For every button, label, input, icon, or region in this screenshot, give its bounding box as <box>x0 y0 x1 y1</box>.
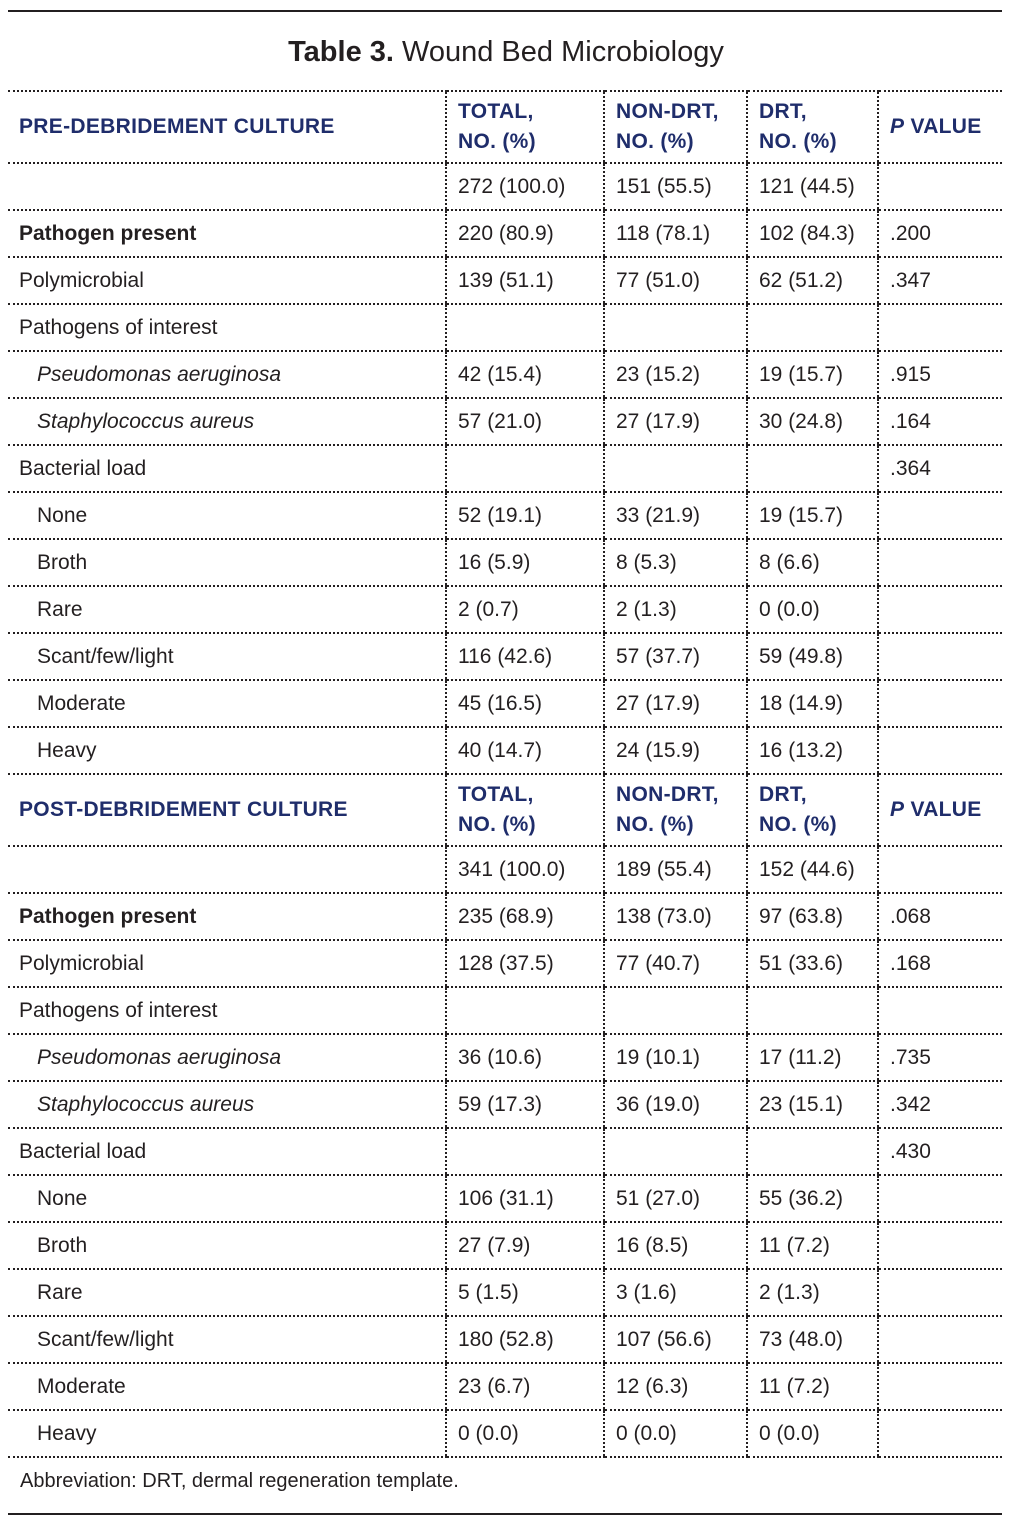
cell-p-value <box>878 987 1002 1034</box>
cell-non-drt: 189 (55.4) <box>604 846 747 893</box>
cell-total: 40 (14.7) <box>446 727 604 774</box>
table-row <box>8 680 1002 727</box>
cell-total: 2 (0.7) <box>446 586 604 633</box>
cell-total: 27 (7.9) <box>446 1222 604 1269</box>
cell-non-drt: 57 (37.7) <box>604 633 747 680</box>
cell-drt: 17 (11.2) <box>747 1034 878 1081</box>
cell-non-drt: 16 (8.5) <box>604 1222 747 1269</box>
table-row <box>8 1034 1002 1081</box>
row-label: Heavy <box>8 1410 446 1457</box>
row-label: Scant/few/light <box>8 1316 446 1363</box>
cell-non-drt: 27 (17.9) <box>604 680 747 727</box>
cell-p-value: .364 <box>878 445 1002 492</box>
row-label: Heavy <box>8 727 446 774</box>
section-title: POST-DEBRIDEMENT CULTURE <box>8 774 446 846</box>
bottom-rule <box>8 1513 1002 1515</box>
row-label: Moderate <box>8 680 446 727</box>
cell-p-value: .168 <box>878 940 1002 987</box>
cell-p-value <box>878 1175 1002 1222</box>
row-label: Polymicrobial <box>8 940 446 987</box>
table-row <box>8 940 1002 987</box>
cell-drt: 73 (48.0) <box>747 1316 878 1363</box>
table-caption: Wound Bed Microbiology <box>402 36 724 68</box>
table-row <box>8 633 1002 680</box>
table-row <box>8 1363 1002 1410</box>
cell-drt <box>747 445 878 492</box>
top-rule <box>8 10 1002 12</box>
cell-non-drt: 36 (19.0) <box>604 1081 747 1128</box>
p-value-word: VALUE <box>910 115 982 138</box>
cell-non-drt: 24 (15.9) <box>604 727 747 774</box>
row-label: Staphylococcus aureus <box>8 398 446 445</box>
table-row <box>8 1175 1002 1222</box>
column-header-non-drt <box>604 91 747 163</box>
table-row <box>8 539 1002 586</box>
cell-total: 23 (6.7) <box>446 1363 604 1410</box>
cell-drt: 18 (14.9) <box>747 680 878 727</box>
row-label: Rare <box>8 586 446 633</box>
cell-total: 0 (0.0) <box>446 1410 604 1457</box>
cell-drt: 2 (1.3) <box>747 1269 878 1316</box>
cell-drt <box>747 304 878 351</box>
cell-p-value <box>878 492 1002 539</box>
cell-non-drt <box>604 1128 747 1175</box>
cell-total: 42 (15.4) <box>446 351 604 398</box>
cell-total: 59 (17.3) <box>446 1081 604 1128</box>
row-label: Bacterial load <box>8 1128 446 1175</box>
cell-total <box>446 445 604 492</box>
cell-p-value <box>878 680 1002 727</box>
cell-total: 57 (21.0) <box>446 398 604 445</box>
row-label: Pseudomonas aeruginosa <box>8 1034 446 1081</box>
row-label <box>8 846 446 893</box>
row-label: None <box>8 492 446 539</box>
section-header-row <box>8 774 1002 846</box>
cell-non-drt: 33 (21.9) <box>604 492 747 539</box>
cell-drt: 11 (7.2) <box>747 1363 878 1410</box>
p-value-word: VALUE <box>910 798 982 821</box>
row-label: Pathogen present <box>8 210 446 257</box>
cell-total: 341 (100.0) <box>446 846 604 893</box>
cell-drt: 121 (44.5) <box>747 163 878 210</box>
cell-p-value: .200 <box>878 210 1002 257</box>
cell-total: 128 (37.5) <box>446 940 604 987</box>
cell-drt: 0 (0.0) <box>747 586 878 633</box>
table-row <box>8 1222 1002 1269</box>
row-label: Moderate <box>8 1363 446 1410</box>
cell-non-drt: 8 (5.3) <box>604 539 747 586</box>
cell-drt: 51 (33.6) <box>747 940 878 987</box>
column-header-drt <box>747 91 878 163</box>
table-row <box>8 727 1002 774</box>
column-header-p-value <box>878 774 1002 846</box>
cell-drt: 19 (15.7) <box>747 351 878 398</box>
cell-p-value: .735 <box>878 1034 1002 1081</box>
cell-p-value <box>878 586 1002 633</box>
column-header-total-text: TOTAL, NO. (%) <box>458 783 536 836</box>
cell-non-drt: 51 (27.0) <box>604 1175 747 1222</box>
column-header-total <box>446 91 604 163</box>
cell-total <box>446 1128 604 1175</box>
column-header-non-drt-text: NON-DRT, NO. (%) <box>616 100 719 153</box>
row-label: Staphylococcus aureus <box>8 1081 446 1128</box>
table-row <box>8 586 1002 633</box>
column-header-drt-text: DRT, NO. (%) <box>759 100 837 153</box>
row-label: Broth <box>8 1222 446 1269</box>
column-header-total-text: TOTAL, NO. (%) <box>458 100 536 153</box>
cell-p-value <box>878 1410 1002 1457</box>
cell-p-value <box>878 846 1002 893</box>
cell-total <box>446 987 604 1034</box>
cell-p-value <box>878 1222 1002 1269</box>
cell-p-value: .347 <box>878 257 1002 304</box>
column-header-p-value <box>878 91 1002 163</box>
cell-total: 36 (10.6) <box>446 1034 604 1081</box>
cell-non-drt: 3 (1.6) <box>604 1269 747 1316</box>
cell-total: 52 (19.1) <box>446 492 604 539</box>
cell-p-value: .342 <box>878 1081 1002 1128</box>
column-header-drt-text: DRT, NO. (%) <box>759 783 837 836</box>
table-row <box>8 351 1002 398</box>
table-row <box>8 1081 1002 1128</box>
table-row <box>8 893 1002 940</box>
cell-drt <box>747 1128 878 1175</box>
cell-drt: 55 (36.2) <box>747 1175 878 1222</box>
table-row <box>8 304 1002 351</box>
table-row <box>8 210 1002 257</box>
table-row <box>8 492 1002 539</box>
row-label <box>8 163 446 210</box>
cell-p-value <box>878 727 1002 774</box>
cell-p-value <box>878 539 1002 586</box>
cell-drt: 97 (63.8) <box>747 893 878 940</box>
cell-p-value <box>878 304 1002 351</box>
cell-drt: 0 (0.0) <box>747 1410 878 1457</box>
cell-total: 139 (51.1) <box>446 257 604 304</box>
cell-total: 180 (52.8) <box>446 1316 604 1363</box>
cell-non-drt: 27 (17.9) <box>604 398 747 445</box>
cell-p-value <box>878 1269 1002 1316</box>
table-number: Table 3. <box>288 36 394 68</box>
cell-drt <box>747 987 878 1034</box>
cell-non-drt <box>604 445 747 492</box>
table-row <box>8 1269 1002 1316</box>
cell-total: 45 (16.5) <box>446 680 604 727</box>
table-title <box>0 32 1012 72</box>
cell-p-value: .164 <box>878 398 1002 445</box>
cell-non-drt: 151 (55.5) <box>604 163 747 210</box>
cell-p-value <box>878 633 1002 680</box>
cell-drt: 16 (13.2) <box>747 727 878 774</box>
cell-non-drt: 19 (10.1) <box>604 1034 747 1081</box>
footnote: Abbreviation: DRT, dermal regeneration template. <box>20 1470 459 1492</box>
cell-p-value <box>878 163 1002 210</box>
cell-p-value: .915 <box>878 351 1002 398</box>
cell-non-drt: 107 (56.6) <box>604 1316 747 1363</box>
row-label: Polymicrobial <box>8 257 446 304</box>
cell-total: 5 (1.5) <box>446 1269 604 1316</box>
cell-total: 106 (31.1) <box>446 1175 604 1222</box>
cell-total: 272 (100.0) <box>446 163 604 210</box>
p-letter: P <box>890 115 905 138</box>
cell-drt: 59 (49.8) <box>747 633 878 680</box>
section-header-row <box>8 91 1002 163</box>
cell-drt: 62 (51.2) <box>747 257 878 304</box>
cell-non-drt: 0 (0.0) <box>604 1410 747 1457</box>
column-header-drt <box>747 774 878 846</box>
row-label: Scant/few/light <box>8 633 446 680</box>
cell-total: 235 (68.9) <box>446 893 604 940</box>
cell-drt: 11 (7.2) <box>747 1222 878 1269</box>
row-label: Bacterial load <box>8 445 446 492</box>
row-label: Broth <box>8 539 446 586</box>
cell-total: 16 (5.9) <box>446 539 604 586</box>
row-label: Pathogen present <box>8 893 446 940</box>
cell-total: 220 (80.9) <box>446 210 604 257</box>
cell-p-value: .068 <box>878 893 1002 940</box>
cell-total <box>446 304 604 351</box>
cell-non-drt <box>604 987 747 1034</box>
cell-drt: 152 (44.6) <box>747 846 878 893</box>
column-header-total <box>446 774 604 846</box>
cell-total: 116 (42.6) <box>446 633 604 680</box>
table-row <box>8 398 1002 445</box>
column-header-non-drt <box>604 774 747 846</box>
row-label: Pseudomonas aeruginosa <box>8 351 446 398</box>
cell-p-value: .430 <box>878 1128 1002 1175</box>
section-title: PRE-DEBRIDEMENT CULTURE <box>8 91 446 163</box>
cell-non-drt: 77 (51.0) <box>604 257 747 304</box>
table-row <box>8 1316 1002 1363</box>
row-label: None <box>8 1175 446 1222</box>
table-row <box>8 846 1002 893</box>
table-row <box>8 257 1002 304</box>
cell-non-drt: 23 (15.2) <box>604 351 747 398</box>
cell-non-drt: 77 (40.7) <box>604 940 747 987</box>
table-row <box>8 163 1002 210</box>
cell-drt: 23 (15.1) <box>747 1081 878 1128</box>
cell-non-drt: 2 (1.3) <box>604 586 747 633</box>
microbiology-table <box>8 90 1002 1458</box>
cell-non-drt: 138 (73.0) <box>604 893 747 940</box>
table-row <box>8 987 1002 1034</box>
cell-non-drt: 12 (6.3) <box>604 1363 747 1410</box>
table-row <box>8 445 1002 492</box>
cell-non-drt: 118 (78.1) <box>604 210 747 257</box>
row-label: Rare <box>8 1269 446 1316</box>
column-header-non-drt-text: NON-DRT, NO. (%) <box>616 783 719 836</box>
cell-p-value <box>878 1363 1002 1410</box>
row-label: Pathogens of interest <box>8 304 446 351</box>
p-letter: P <box>890 798 905 821</box>
cell-p-value <box>878 1316 1002 1363</box>
cell-drt: 102 (84.3) <box>747 210 878 257</box>
cell-drt: 19 (15.7) <box>747 492 878 539</box>
cell-drt: 8 (6.6) <box>747 539 878 586</box>
cell-non-drt <box>604 304 747 351</box>
table-row <box>8 1128 1002 1175</box>
cell-drt: 30 (24.8) <box>747 398 878 445</box>
row-label: Pathogens of interest <box>8 987 446 1034</box>
table-row <box>8 1410 1002 1457</box>
